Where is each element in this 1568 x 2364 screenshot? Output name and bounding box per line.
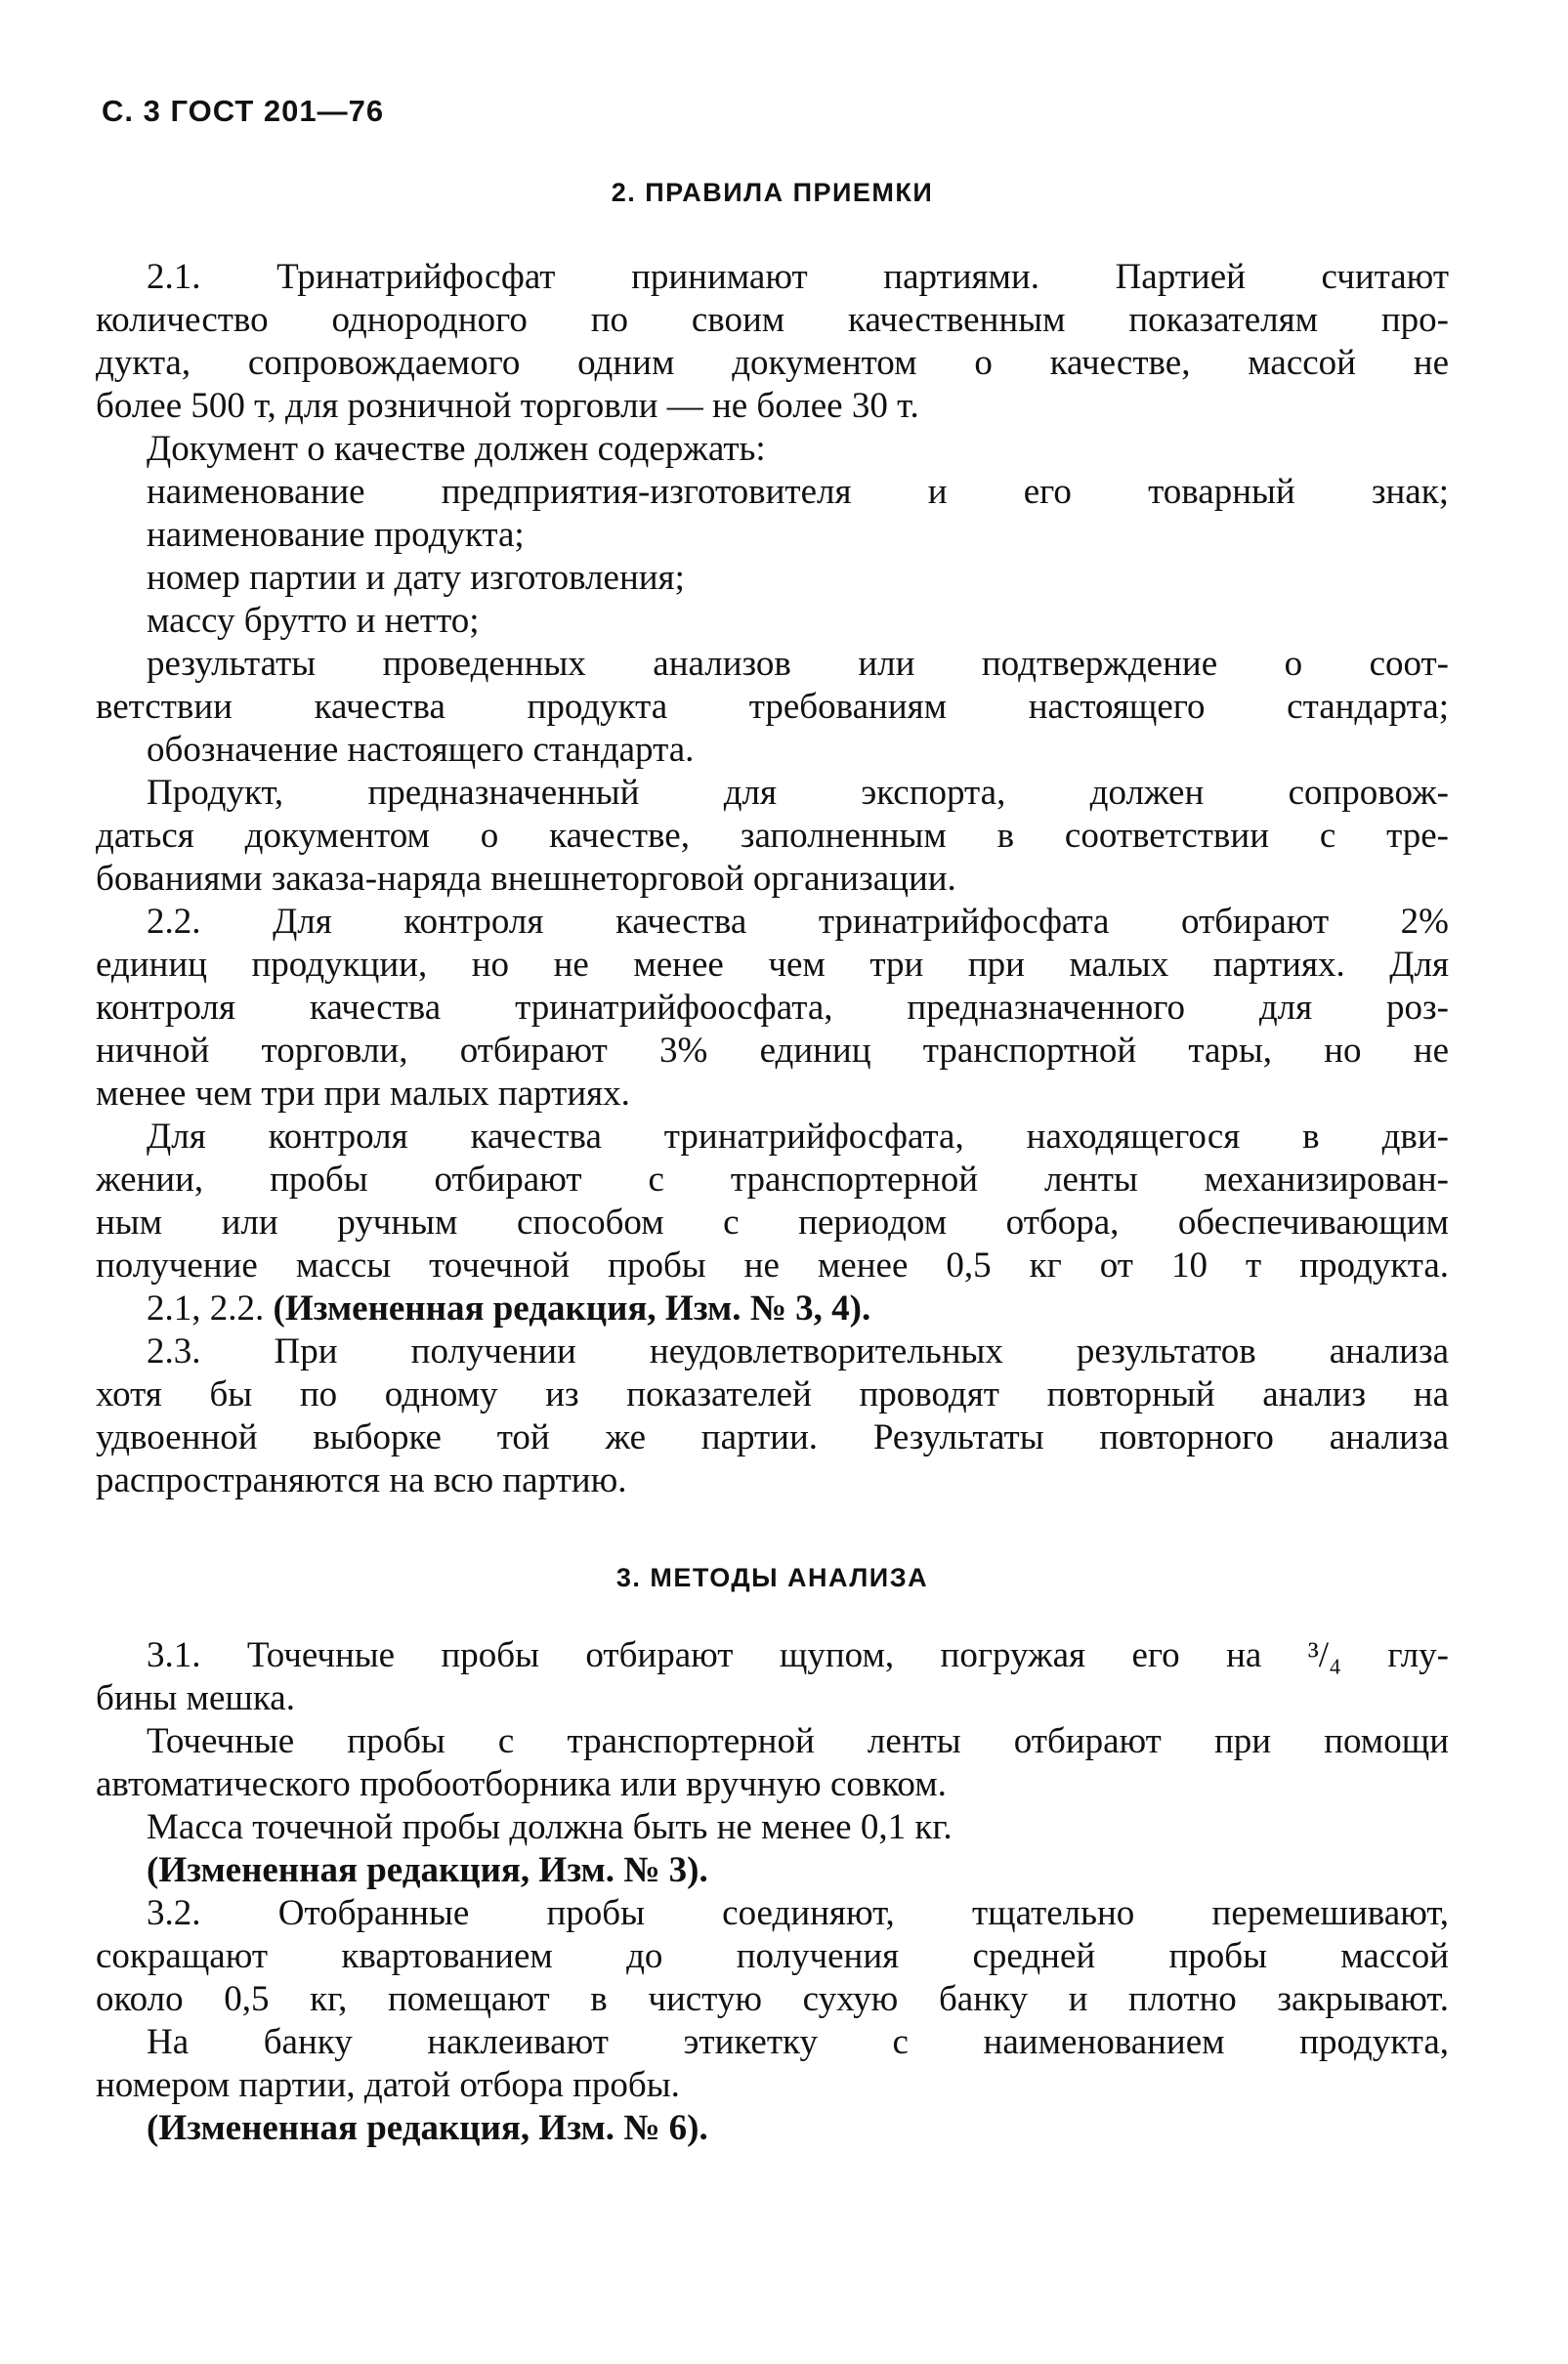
- text-line: хотя бы по одному из показателей проводят повторный анализ на: [96, 1374, 1449, 1414]
- text-line: даться документом о качестве, заполненным в соответствии с тре-: [96, 816, 1449, 856]
- text-line: бованиями заказа-наряда внешнеторговой организации.: [96, 859, 956, 899]
- text-line: номером партии, датой отбора пробы.: [96, 2065, 680, 2105]
- text-line: контроля качества тринатрийфоосфата, предназначенного для роз-: [96, 988, 1449, 1028]
- text-line: около 0,5 кг, помещают в чистую сухую банку и плотно закрывают.: [96, 1979, 1449, 2019]
- text-line: ветствии качества продукта требованиям настоящего стандарта;: [96, 687, 1449, 727]
- text-line: 2.1. Тринатрийфосфат принимают партиями. Партией считают: [147, 257, 1449, 297]
- text-line: Масса точечной пробы должна быть не менее 0,1 кг.: [147, 1807, 953, 1847]
- text-line: номер партии и дату изготовления;: [147, 558, 685, 598]
- text-line: бины мешка.: [96, 1678, 295, 1718]
- text-line: более 500 т, для розничной торговли — не более 30 т.: [96, 386, 919, 426]
- section-2-title: 2. ПРАВИЛА ПРИЕМКИ: [611, 178, 934, 207]
- text-line: ным или ручным способом с периодом отбора, обеспечивающим: [96, 1203, 1449, 1243]
- page-header: С. 3 ГОСТ 201—76: [102, 94, 385, 128]
- text-line: [96, 2107, 1449, 2150]
- text-line: единиц продукции, но не менее чем три при малых партиях. Для: [96, 945, 1449, 985]
- text-line: обозначение настоящего стандарта.: [147, 730, 695, 770]
- text-line: распространяются на всю партию.: [96, 1460, 627, 1500]
- text-line: Точечные пробы с транспортерной ленты отбирают при помощи: [147, 1721, 1449, 1761]
- text-line: жении, пробы отбирают с транспортерной ленты механизирован-: [96, 1160, 1449, 1200]
- revision-note: (Измененная редакция, Изм. № 3).: [147, 1850, 708, 1890]
- text-line: автоматического пробоотборника или вручную совком.: [96, 1764, 947, 1804]
- text-line: [96, 1849, 1449, 1892]
- text-line: сокращают квартованием до получения средней пробы массой: [96, 1936, 1449, 1976]
- revision-note: (Измененная редакция, Изм. № 6).: [147, 2108, 708, 2148]
- text-line: Продукт, предназначенный для экспорта, должен сопровож-: [147, 773, 1449, 813]
- text-line: наименование продукта;: [147, 515, 525, 555]
- text-line: [96, 1288, 1449, 1330]
- section-3-title: 3. МЕТОДЫ АНАЛИЗА: [615, 1563, 929, 1592]
- text-line: удвоенной выборке той же партии. Результаты повторного анализа: [96, 1417, 1449, 1457]
- text-line: ничной торговли, отбирают 3% единиц транспортной тары, но не: [96, 1031, 1449, 1071]
- text-line: Для контроля качества тринатрийфосфата, находящегося в дви-: [147, 1117, 1449, 1157]
- text-line: На банку наклеивают этикетку с наименованием продукта,: [147, 2022, 1449, 2062]
- text-line: массу брутто и нетто;: [147, 601, 480, 641]
- text-line: количество однородного по своим качественным показателям про-: [96, 300, 1449, 340]
- text-line: Документ о качестве должен содержать:: [147, 429, 766, 469]
- text-line: 2.3. При получении неудовлетворительных результатов анализа: [147, 1331, 1449, 1372]
- text-line-prefix: 2.1, 2.2.: [147, 1288, 274, 1329]
- text-line: дукта, сопровождаемого одним документом о качестве, массой не: [96, 343, 1449, 383]
- text-line: 3.2. Отобранные пробы соединяют, тщательно перемешивают,: [147, 1893, 1449, 1933]
- text-line: менее чем три при малых партиях.: [96, 1074, 630, 1114]
- text-line: 2.2. Для контроля качества тринатрийфосфата отбирают 2%: [147, 902, 1449, 942]
- text-line: наименование предприятия-изготовителя и его товарный знак;: [147, 472, 1449, 512]
- text-line: получение массы точечной пробы не менее 0,5 кг от 10 т продукта.: [96, 1245, 1449, 1286]
- revision-note: (Измененная редакция, Изм. № 3, 4).: [273, 1288, 871, 1329]
- text-line: результаты проведенных анализов или подтверждение о соот-: [147, 644, 1449, 684]
- text-line: 3.1. Точечные пробы отбирают щупом, погружая его на ³/₄ глу-: [147, 1635, 1449, 1675]
